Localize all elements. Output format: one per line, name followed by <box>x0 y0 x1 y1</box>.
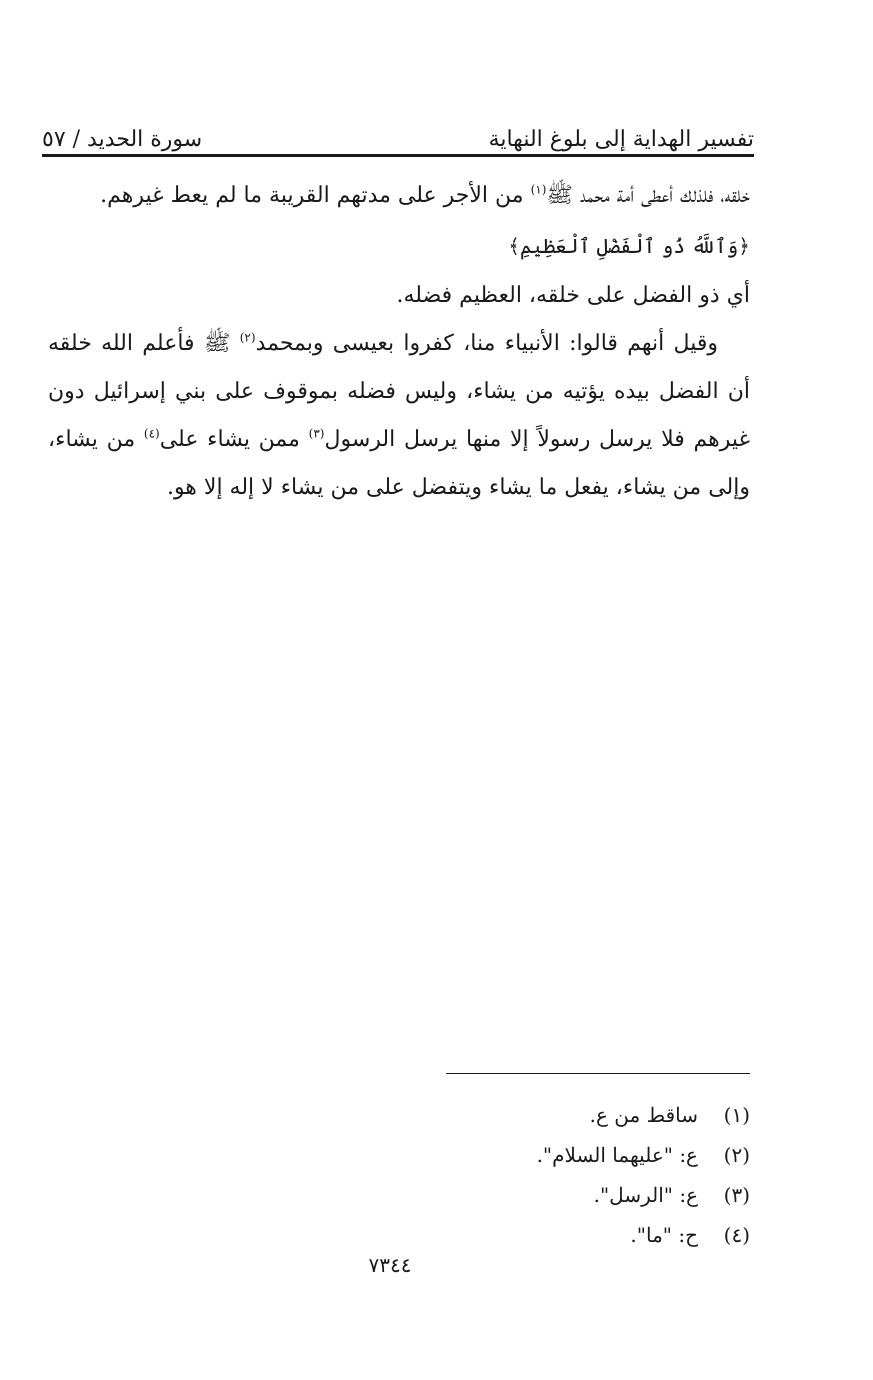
footnote-number: (٢) <box>723 1143 750 1167</box>
text-segment: من الأجر على مدتهم القريبة ما لم يعط غيرهم. <box>100 183 531 208</box>
quran-verse: ﴿وَٱللَّهُ ذُو ٱلْفَضْلِ ٱلْعَظِيمِ﴾ <box>508 234 750 258</box>
footnote-text: ع: "عليهما السلام". <box>536 1143 698 1167</box>
footnote-number: (١) <box>723 1103 750 1127</box>
running-header <box>42 112 754 152</box>
main-text <box>48 172 750 512</box>
page-number: ٧٣٤٤ <box>368 1253 412 1277</box>
text-segment: ﷺ فأعلم الله خلقه أن الفضل بيده يؤتيه من يشاء، وليس فضله بموقوف على بني إسرائيل دون غيرهم فلا يرسل رسولاً إلا منها يرسل الرسول <box>48 331 751 452</box>
footnote-text: ح: "ما". <box>630 1223 698 1247</box>
footnote-item <box>300 1215 750 1255</box>
book-title: تفسير الهداية إلى بلوغ النهاية <box>488 127 754 152</box>
paragraph-2: أي ذو الفضل على خلقه، العظيم فضله. <box>396 283 750 308</box>
footnotes <box>300 1095 750 1255</box>
footnote-number: (٤) <box>723 1223 750 1247</box>
paragraph-3 <box>48 320 750 512</box>
text-segment: خلقه، فلذلك أعطى أمة محمد ﷺ <box>546 183 750 208</box>
text-segment: وقيل أنهم قالوا: الأنبياء منا، كفروا بعيسى وبمحمد <box>255 331 718 356</box>
footnote-text: ساقط من ع. <box>589 1103 698 1127</box>
footnote-ref-4: (٤) <box>143 426 160 441</box>
footnote-divider <box>446 1073 750 1074</box>
paragraph-1 <box>48 172 750 220</box>
text-segment: من يشاء، وإلى من يشاء، يفعل ما يشاء ويتفضل على من يشاء لا إله إلا هو. <box>48 427 750 500</box>
footnote-text: ع: "الرسل". <box>593 1183 698 1207</box>
footnote-ref-3: (٣) <box>308 426 325 441</box>
footnote-item <box>300 1135 750 1175</box>
header-divider <box>42 154 754 157</box>
footnote-ref-1: (١) <box>530 182 547 197</box>
sura-label: سورة الحديد / ٥٧ <box>42 127 203 152</box>
text-segment: ممن يشاء على <box>159 427 309 452</box>
footnote-item <box>300 1095 750 1135</box>
footnote-ref-2: (٢) <box>239 330 256 345</box>
footnote-number: (٣) <box>723 1183 750 1207</box>
footnote-item <box>300 1175 750 1215</box>
